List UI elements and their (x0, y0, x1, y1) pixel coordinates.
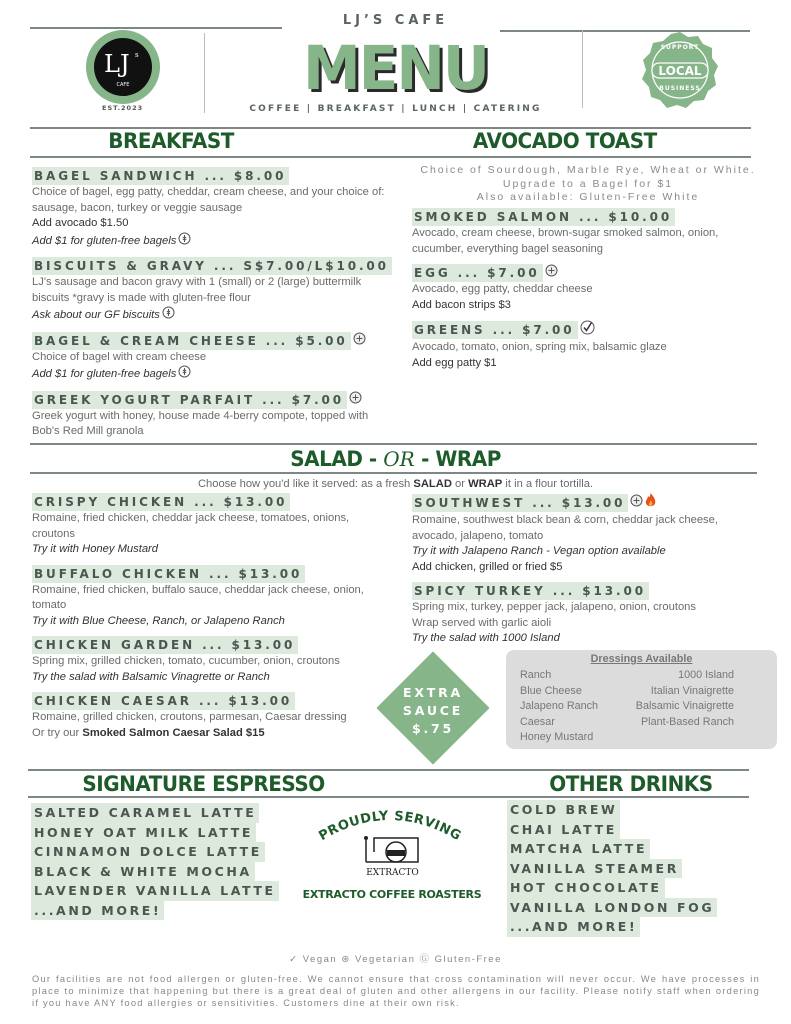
spicy-icon (645, 493, 656, 513)
menu-item-title: BAGEL & CREAM CHEESE ... $5.00 (32, 332, 351, 350)
menu-item-line (32, 710, 387, 726)
heading-part: SALAD - (290, 447, 377, 471)
divider (30, 443, 757, 445)
menu-item-line (412, 298, 762, 314)
menu-item-line (412, 282, 762, 298)
menu-item-line (412, 616, 762, 632)
vegetarian-icon (353, 332, 366, 350)
dietary-legend (0, 951, 791, 965)
divider (30, 156, 751, 158)
section-heading-other-drinks: OTHER DRINKS (549, 772, 713, 796)
menu-item-title: EGG ... $7.00 (412, 264, 543, 282)
dressing-option: Balsamic Vinaigrette (635, 700, 734, 712)
logo-text: CAFE (116, 82, 130, 88)
drink-item: VANILLA LONDON FOG (507, 898, 717, 918)
drink-item: LAVENDER VANILLA LATTE (31, 881, 279, 901)
vegetarian-icon (545, 264, 558, 282)
menu-item (412, 320, 762, 371)
menu-item-line (32, 583, 387, 614)
section-heading-espresso: SIGNATURE ESPRESSO (82, 772, 325, 796)
menu-item-title: BISCUITS & GRAVY ... S$7.00/L$10.00 (32, 257, 392, 275)
dressings-box (506, 650, 777, 749)
menu-item-line (32, 216, 387, 232)
gluten-free-icon (178, 365, 191, 384)
extracto-logo-text: EXTRACTO (366, 868, 419, 878)
divider (28, 796, 749, 798)
divider (28, 769, 749, 771)
vegetarian-icon: ⊛ (341, 954, 351, 965)
menu-item-line (32, 726, 387, 742)
gluten-free-icon (178, 232, 191, 251)
menu-item-line (412, 600, 762, 616)
menu-item-title: BAGEL SANDWICH ... $8.00 (32, 167, 289, 185)
menu-item (32, 167, 387, 250)
established-text: EST.2023 (102, 104, 144, 112)
dressings-title: Dressings Available (590, 653, 693, 665)
cafe-logo (86, 30, 160, 104)
line-text: Smoked Salmon Caesar Salad $15 (82, 726, 265, 739)
intro-line: Also available: Gluten-Free White (476, 191, 700, 203)
section-heading-breakfast: BREAKFAST (108, 129, 234, 153)
menu-item (32, 692, 387, 741)
menu-item-line (32, 409, 387, 440)
vegetarian-icon (630, 494, 643, 512)
line-text: Romaine, fried chicken, buffalo sauce, cheddar jack cheese, onion, tomato (32, 583, 364, 611)
heading-or: OR (383, 447, 415, 471)
line-text: Ask about our GF biscuits (32, 309, 160, 322)
dressing-option: Caesar (520, 715, 555, 728)
badge-text: BUSINESS (659, 85, 701, 92)
vegan-icon: ✓ (289, 954, 299, 965)
line-text: Add $1 for gluten-free bagels (32, 368, 177, 381)
salad-intro (0, 478, 791, 490)
dressing-option: Jalapeno Ranch (520, 700, 599, 712)
drink-item: HOT CHOCOLATE (507, 878, 665, 898)
drink-item: CINNAMON DOLCE LATTE (31, 842, 265, 862)
menu-item (412, 582, 762, 647)
line-text: Romaine, southwest black bean & corn, cheddar jack cheese, avocado, jalapeno, tomato (412, 514, 718, 542)
sauce-line: $.75 (411, 721, 455, 736)
line-text: Add avocado $1.50 (32, 217, 129, 229)
line-text: Try it with Blue Cheese, Ranch, or Jalapeno Ranch (32, 614, 285, 627)
intro-text: or (451, 478, 469, 490)
dressing-option: Ranch (520, 669, 552, 681)
badge-text: SUPPORT (660, 44, 700, 51)
line-text: Greek yogurt with honey, house made 4-berry compote, topped with Bob's Red Mill granola (32, 409, 369, 438)
sauce-line: EXTRA (402, 685, 463, 700)
intro-text: it in a flour tortilla. (502, 478, 594, 490)
drink-item: ...AND MORE! (507, 917, 640, 937)
menu-item (32, 391, 387, 440)
menu-item-title: SMOKED SALMON ... $10.00 (412, 208, 675, 226)
menu-item-title: CHICKEN GARDEN ... $13.00 (32, 636, 298, 654)
menu-item-line (412, 544, 762, 560)
line-text: Romaine, fried chicken, cheddar jack cheese, tomatoes, onions, croutons (32, 512, 350, 540)
legend-label: Gluten-Free (434, 954, 502, 965)
section-heading-salad-or-wrap (0, 447, 791, 471)
menu-item-line (412, 340, 762, 356)
line-text: Add chicken, grilled or fried $5 (412, 560, 563, 573)
line-text: Avocado, egg patty, cheddar cheese (412, 283, 593, 296)
logo-text: s (135, 51, 139, 59)
menu-item-line (32, 185, 387, 216)
divider (582, 30, 583, 108)
dressing-option: Italian Vinaigrette (650, 684, 734, 697)
line-text: Wrap served with garlic aioli (412, 616, 552, 629)
avocado-list (412, 208, 762, 378)
dressing-option: Plant-Based Ranch (640, 715, 734, 728)
drink-item: VANILLA STEAMER (507, 859, 682, 879)
gluten-free-icon: Ⓖ (419, 954, 431, 965)
avocado-intro (412, 164, 764, 205)
support-local-badge (640, 30, 720, 110)
line-text: Or try our (32, 726, 83, 739)
menu-item (32, 565, 387, 630)
cafe-name: LJ’S CAFE (342, 13, 449, 28)
menu-item-title: GREEK YOGURT PARFAIT ... $7.00 (32, 391, 347, 409)
menu-item (412, 493, 762, 575)
extra-sauce-text (380, 684, 486, 738)
line-text: Choice of bagel, egg patty, cheddar, cream cheese, and your choice of: sausage, bacon, turkey or veggie sausage (32, 186, 385, 214)
intro-text: Choose how you'd like it served: as a fresh (197, 478, 414, 490)
menu-item-title: CRISPY CHICKEN ... $13.00 (32, 493, 290, 511)
line-text: Add bacon strips $3 (412, 298, 511, 311)
dressing-option: Honey Mustard (520, 731, 594, 743)
menu-item-line (412, 226, 762, 257)
salad-list-right (412, 493, 762, 654)
other-drinks-list (507, 800, 717, 937)
menu-item-line (32, 614, 387, 630)
vegan-icon (580, 320, 595, 340)
drink-item: CHAI LATTE (507, 820, 620, 840)
menu-item-line (32, 232, 387, 251)
vegetarian-icon (349, 391, 362, 409)
menu-item (32, 257, 387, 325)
line-text: Spring mix, grilled chicken, tomato, cucumber, onion, croutons (32, 655, 340, 667)
dressing-option: Blue Cheese (520, 684, 582, 697)
intro-text: SALAD (413, 478, 452, 490)
menu-item-title: SOUTHWEST ... $13.00 (412, 494, 628, 512)
menu-item-title: CHICKEN CAESAR ... $13.00 (32, 692, 295, 710)
menu-item-line (32, 511, 387, 542)
legend-label: Vegetarian (354, 954, 416, 965)
section-heading-avocado-toast: AVOCADO TOAST (472, 129, 657, 153)
menu-item-line (32, 365, 387, 384)
line-text: Add egg patty $1 (412, 356, 497, 369)
espresso-list (31, 803, 279, 920)
allergen-disclaimer: Our facilities are not food allergen or gluten-free. We cannot ensure that cross contamination will never occur. We have processes in place to minimize that happening but there is a great deal of gluten and other allergens in our facility. Please notify staff when ordering if you have ANY food allergies or sensitivities. Customers dine at their own risk. (32, 974, 760, 1009)
drink-item: SALTED CARAMEL LATTE (31, 803, 259, 823)
line-text: Romaine, grilled chicken, croutons, parmesan, Caesar dressing (32, 711, 347, 723)
sauce-line: SAUCE (402, 703, 464, 718)
line-text: Avocado, cream cheese, brown-sugar smoked salmon, onion, cucumber, everything bagel seasoning (412, 227, 719, 255)
menu-item-line (32, 350, 387, 366)
menu-item-title: SPICY TURKEY ... $13.00 (412, 582, 649, 600)
menu-item-line (32, 670, 387, 686)
dressing-option: 1000 Island (678, 669, 734, 681)
proudly-serving-text: PROUDLY SERVING (316, 808, 464, 845)
intro-line: Upgrade to a Bagel for $1 (502, 177, 674, 190)
menu-item-title: BUFFALO CHICKEN ... $13.00 (32, 565, 305, 583)
line-text: Try the salad with 1000 Island (412, 632, 560, 644)
drink-item: COLD BREW (507, 800, 620, 820)
line-text: Choice of bagel with cream cheese (32, 350, 207, 363)
intro-text: WRAP (468, 478, 503, 490)
divider (30, 472, 757, 474)
menu-item (412, 264, 762, 313)
intro-line: Choice of Sourdough, Marble Rye, Wheat or White. (420, 164, 756, 176)
gluten-free-icon (162, 306, 175, 325)
logo-text: LJ (104, 50, 130, 78)
line-text: LJ's sausage and bacon gravy with 1 (small) or 2 (large) buttermilk biscuits *gravy is made with gluten-free flour (32, 276, 362, 304)
line-text: Avocado, tomato, onion, spring mix, balsamic glaze (412, 341, 667, 354)
menu-item-line (32, 542, 387, 558)
salad-list-left (32, 493, 387, 748)
legend-label: Vegan (302, 954, 338, 965)
drink-item: HONEY OAT MILK LATTE (31, 823, 256, 843)
menu-item-line (32, 306, 387, 325)
drink-item: BLACK & WHITE MOCHA (31, 862, 255, 882)
menu-item (412, 208, 762, 257)
menu-item-line (32, 275, 387, 306)
breakfast-list (32, 167, 387, 447)
line-text: Add $1 for gluten-free bagels (32, 234, 177, 247)
line-text: Try it with Honey Mustard (32, 543, 158, 555)
heading-part: - WRAP (421, 447, 502, 471)
menu-item-line (412, 560, 762, 576)
menu-item (32, 636, 387, 685)
line-text: Try it with Jalapeno Ranch - Vegan option available (412, 545, 666, 557)
tagline: COFFEE | BREAKFAST | LUNCH | CATERING (249, 104, 542, 114)
page-title: MENU (303, 32, 488, 104)
menu-item-line (412, 631, 762, 647)
menu-item-line (412, 513, 762, 544)
line-text: Spring mix, turkey, pepper jack, jalapeno, onion, croutons (412, 601, 696, 613)
menu-item (32, 493, 387, 558)
roaster-name: EXTRACTO COFFEE ROASTERS (302, 888, 482, 901)
drink-item: ...AND MORE! (31, 901, 164, 921)
menu-item-title: GREENS ... $7.00 (412, 321, 578, 339)
extracto-logo (360, 832, 425, 882)
menu-item (32, 332, 387, 384)
badge-text: LOCAL (658, 64, 702, 78)
drink-item: MATCHA LATTE (507, 839, 650, 859)
line-text: Try the salad with Balsamic Vinagrette or Ranch (32, 670, 270, 683)
menu-item-line (412, 356, 762, 372)
divider (204, 33, 205, 113)
menu-item-line (32, 654, 387, 670)
